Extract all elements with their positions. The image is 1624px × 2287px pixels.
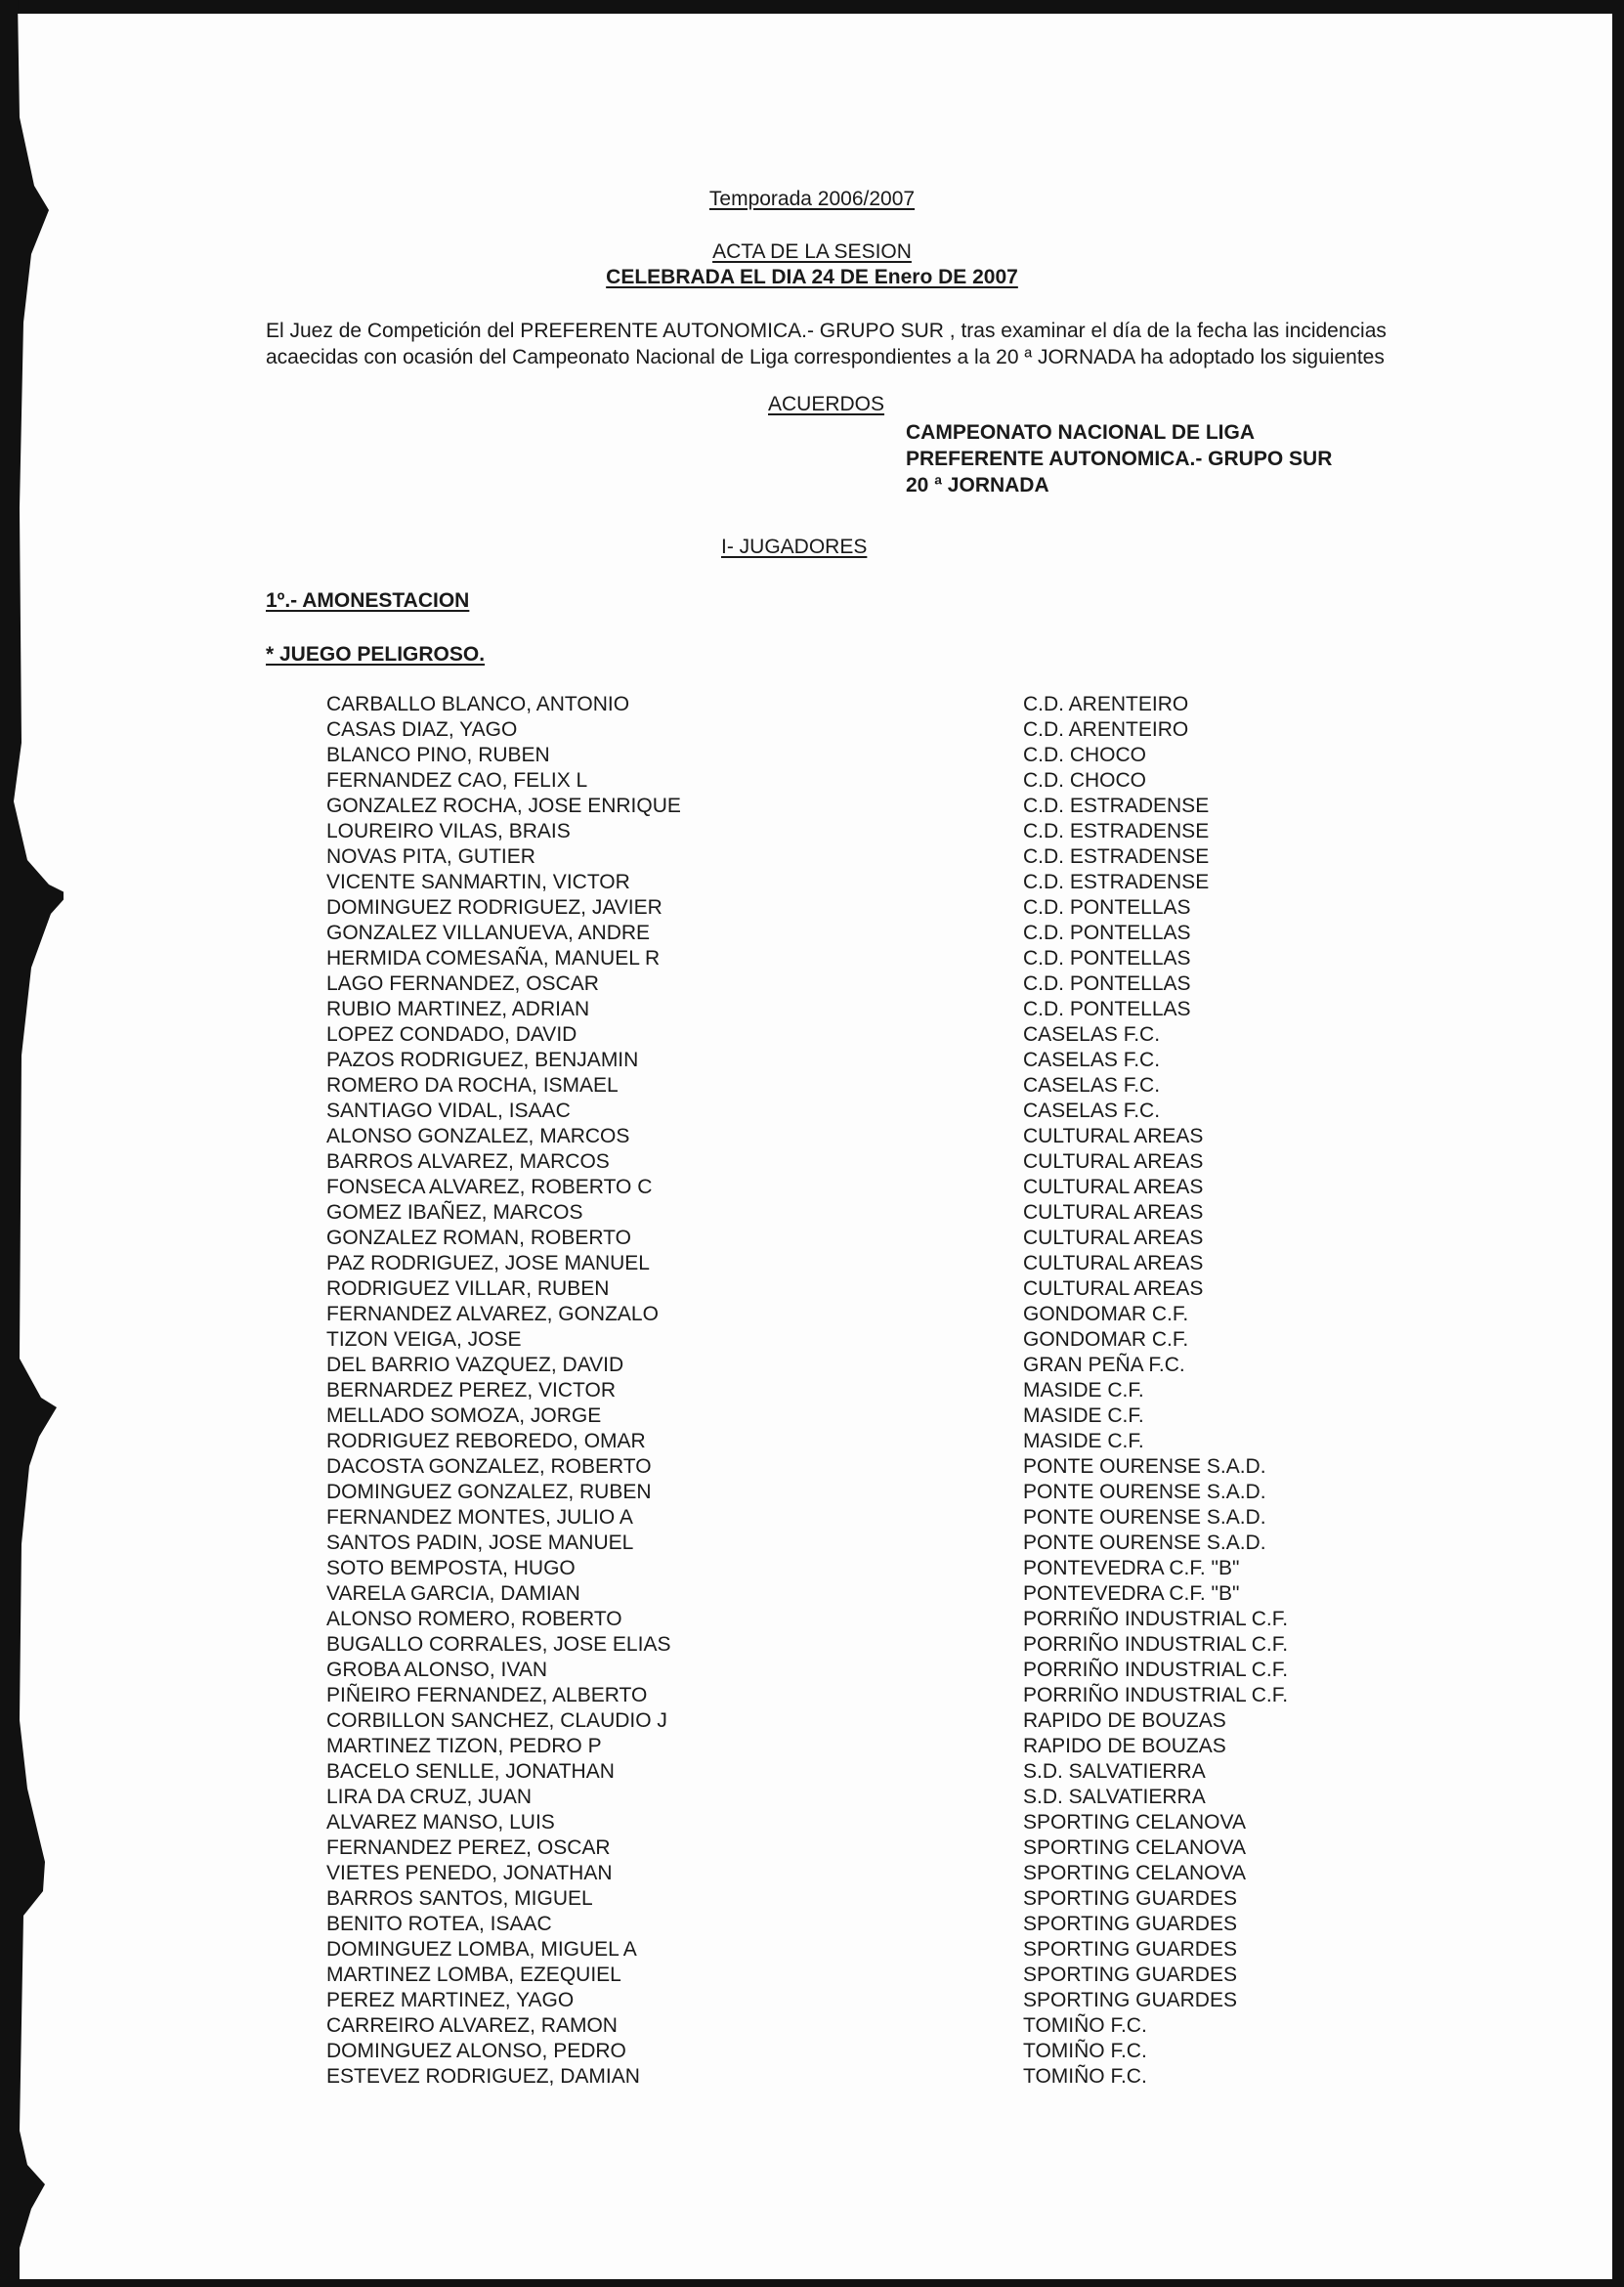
player-name: RUBIO MARTINEZ, ADRIAN [326, 998, 590, 1020]
player-name: CARBALLO BLANCO, ANTONIO [326, 693, 630, 715]
player-club: MASIDE C.F. [1023, 1404, 1144, 1427]
player-club: PONTE OURENSE S.A.D. [1023, 1506, 1266, 1529]
player-row [326, 1124, 1401, 1149]
player-row [326, 1378, 1401, 1403]
player-name: BUGALLO CORRALES, JOSE ELIAS [326, 1633, 671, 1656]
player-row [326, 794, 1401, 819]
season-title: Temporada 2006/2007 [708, 188, 916, 210]
player-row [326, 1632, 1401, 1658]
player-club: CULTURAL AREAS [1023, 1176, 1204, 1198]
player-row [326, 1302, 1401, 1327]
player-club: GONDOMAR C.F. [1023, 1328, 1189, 1351]
player-name: BERNARDEZ PEREZ, VICTOR [326, 1379, 616, 1402]
player-name: LIRA DA CRUZ, JUAN [326, 1786, 533, 1808]
player-club: C.D. CHOCO [1023, 744, 1146, 766]
player-name: PAZ RODRIGUEZ, JOSE MANUEL [326, 1252, 650, 1274]
player-row [326, 1403, 1401, 1429]
player-name: DOMINGUEZ ALONSO, PEDRO [326, 2040, 626, 2062]
player-name: VICENTE SANMARTIN, VICTOR [326, 871, 630, 893]
player-name: DEL BARRIO VAZQUEZ, DAVID [326, 1354, 624, 1376]
player-row [326, 1785, 1401, 1810]
player-name: PIÑEIRO FERNANDEZ, ALBERTO [326, 1684, 648, 1706]
player-name: GOMEZ IBAÑEZ, MARCOS [326, 1201, 583, 1224]
player-club: RAPIDO DE BOUZAS [1023, 1735, 1226, 1757]
player-club: SPORTING CELANOVA [1023, 1811, 1246, 1834]
player-name: PAZOS RODRIGUEZ, BENJAMIN [326, 1049, 639, 1071]
player-row [326, 921, 1401, 946]
player-name: ESTEVEZ RODRIGUEZ, DAMIAN [326, 2065, 640, 2088]
player-row [326, 768, 1401, 794]
player-club: PONTE OURENSE S.A.D. [1023, 1455, 1266, 1478]
player-row [326, 1835, 1401, 1861]
intro-paragraph [266, 318, 1477, 370]
player-row [326, 1963, 1401, 1988]
player-row [326, 1886, 1401, 1912]
player-club: C.D. PONTELLAS [1023, 947, 1191, 970]
player-club: CULTURAL AREAS [1023, 1252, 1204, 1274]
player-club: S.D. SALVATIERRA [1023, 1760, 1206, 1783]
player-name: PEREZ MARTINEZ, YAGO [326, 1989, 575, 2011]
player-club: CASELAS F.C. [1023, 1100, 1161, 1122]
player-club: CULTURAL AREAS [1023, 1201, 1204, 1224]
player-row [326, 1683, 1401, 1708]
player-name: CARREIRO ALVAREZ, RAMON [326, 2014, 618, 2037]
player-name: NOVAS PITA, GUTIER [326, 845, 535, 868]
player-row [326, 1327, 1401, 1353]
player-row [326, 692, 1401, 717]
acta-title: ACTA DE LA SESION [712, 240, 912, 263]
player-name: GONZALEZ VILLANUEVA, ANDRE [326, 922, 651, 944]
player-name: SANTOS PADIN, JOSE MANUEL [326, 1532, 634, 1554]
player-club: SPORTING GUARDES [1023, 1989, 1237, 2011]
player-name: SANTIAGO VIDAL, ISAAC [326, 1100, 571, 1122]
player-row [326, 1861, 1401, 1886]
player-name: DOMINGUEZ RODRIGUEZ, JAVIER [326, 896, 662, 919]
player-club: TOMIÑO F.C. [1023, 2040, 1147, 2062]
player-name: FERNANDEZ MONTES, JULIO A [326, 1506, 633, 1529]
player-row [326, 1276, 1401, 1302]
player-name: MARTINEZ TIZON, PEDRO P [326, 1735, 602, 1757]
player-row [326, 1175, 1401, 1200]
player-name: RODRIGUEZ VILLAR, RUBEN [326, 1277, 610, 1300]
player-name: ALONSO ROMERO, ROBERTO [326, 1608, 622, 1630]
player-club: MASIDE C.F. [1023, 1430, 1144, 1452]
player-row [326, 971, 1401, 997]
player-row [326, 1048, 1401, 1073]
player-club: CASELAS F.C. [1023, 1023, 1161, 1046]
player-name: RODRIGUEZ REBOREDO, OMAR [326, 1430, 646, 1452]
player-name: ALVAREZ MANSO, LUIS [326, 1811, 555, 1834]
player-club: C.D. ESTRADENSE [1023, 795, 1210, 817]
player-club: CULTURAL AREAS [1023, 1150, 1204, 1173]
player-row [326, 1708, 1401, 1734]
player-club: CULTURAL AREAS [1023, 1125, 1204, 1147]
player-club: C.D. ESTRADENSE [1023, 871, 1210, 893]
player-club: SPORTING GUARDES [1023, 1963, 1237, 1986]
player-name: HERMIDA COMESAÑA, MANUEL R [326, 947, 661, 970]
player-club: C.D. PONTELLAS [1023, 998, 1191, 1020]
player-name: MELLADO SOMOZA, JORGE [326, 1404, 602, 1427]
player-row [326, 1480, 1401, 1505]
player-club: PORRIÑO INDUSTRIAL C.F. [1023, 1608, 1289, 1630]
player-club: C.D. CHOCO [1023, 769, 1146, 792]
player-name: BACELO SENLLE, JONATHAN [326, 1760, 615, 1783]
player-row [326, 1099, 1401, 1124]
player-row [326, 997, 1401, 1022]
player-name: FERNANDEZ CAO, FELIX L [326, 769, 588, 792]
player-name: GONZALEZ ROMAN, ROBERTO [326, 1227, 631, 1249]
player-row [326, 1429, 1401, 1454]
player-row [326, 1454, 1401, 1480]
player-row [326, 1988, 1401, 2013]
player-row [326, 2039, 1401, 2064]
player-name: DOMINGUEZ LOMBA, MIGUEL A [326, 1938, 637, 1961]
player-club: SPORTING GUARDES [1023, 1887, 1237, 1910]
player-club: PORRIÑO INDUSTRIAL C.F. [1023, 1684, 1289, 1706]
intro-line: acaecidas con ocasión del Campeonato Nacional de Liga correspondientes a la 20 ª JORNADA ha adoptado los siguientes [266, 346, 1385, 368]
player-row [326, 819, 1401, 844]
player-club: C.D. ARENTEIRO [1023, 693, 1189, 715]
player-row [326, 717, 1401, 743]
player-row [326, 1556, 1401, 1581]
player-name: VARELA GARCIA, DAMIAN [326, 1582, 580, 1605]
player-club: PORRIÑO INDUSTRIAL C.F. [1023, 1633, 1289, 1656]
player-list [326, 692, 1401, 2090]
player-row [326, 844, 1401, 870]
player-club: C.D. PONTELLAS [1023, 896, 1191, 919]
player-name: FERNANDEZ PEREZ, OSCAR [326, 1836, 611, 1859]
player-club: MASIDE C.F. [1023, 1379, 1144, 1402]
player-row [326, 895, 1401, 921]
player-club: S.D. SALVATIERRA [1023, 1786, 1206, 1808]
player-name: DOMINGUEZ GONZALEZ, RUBEN [326, 1481, 652, 1503]
player-club: PONTE OURENSE S.A.D. [1023, 1532, 1266, 1554]
player-club: RAPIDO DE BOUZAS [1023, 1709, 1226, 1732]
player-row [326, 1810, 1401, 1835]
player-club: GRAN PEÑA F.C. [1023, 1354, 1185, 1376]
player-name: BLANCO PINO, RUBEN [326, 744, 550, 766]
player-name: GONZALEZ ROCHA, JOSE ENRIQUE [326, 795, 681, 817]
player-row [326, 1734, 1401, 1759]
competition-name: CAMPEONATO NACIONAL DE LIGA [906, 421, 1256, 444]
player-club: CULTURAL AREAS [1023, 1227, 1204, 1249]
player-name: SOTO BEMPOSTA, HUGO [326, 1557, 576, 1579]
sanction-heading: 1º.- AMONESTACION [266, 589, 470, 612]
player-club: CASELAS F.C. [1023, 1049, 1161, 1071]
player-club: TOMIÑO F.C. [1023, 2065, 1147, 2088]
player-name: BARROS SANTOS, MIGUEL [326, 1887, 593, 1910]
player-row [326, 1073, 1401, 1099]
player-name: GROBA ALONSO, IVAN [326, 1659, 548, 1681]
player-name: BENITO ROTEA, ISAAC [326, 1913, 552, 1935]
player-club: GONDOMAR C.F. [1023, 1303, 1189, 1325]
player-row [326, 1200, 1401, 1226]
acta-date: CELEBRADA EL DIA 24 DE Enero DE 2007 [606, 266, 1018, 288]
player-club: C.D. ARENTEIRO [1023, 718, 1189, 741]
player-club: SPORTING CELANOVA [1023, 1862, 1246, 1884]
player-club: PONTEVEDRA C.F. "B" [1023, 1557, 1240, 1579]
player-club: SPORTING GUARDES [1023, 1913, 1237, 1935]
player-club: C.D. ESTRADENSE [1023, 820, 1210, 842]
competition-block [906, 419, 1332, 498]
player-name: FERNANDEZ ALVAREZ, GONZALO [326, 1303, 659, 1325]
player-row [326, 1912, 1401, 1937]
player-name: FONSECA ALVAREZ, ROBERTO C [326, 1176, 653, 1198]
player-name: ROMERO DA ROCHA, ISMAEL [326, 1074, 619, 1097]
category-heading: * JUEGO PELIGROSO. [266, 643, 486, 666]
player-club: SPORTING GUARDES [1023, 1938, 1237, 1961]
player-name: CORBILLON SANCHEZ, CLAUDIO J [326, 1709, 667, 1732]
player-club: TOMIÑO F.C. [1023, 2014, 1147, 2037]
player-row [326, 1251, 1401, 1276]
player-name: CASAS DIAZ, YAGO [326, 718, 518, 741]
intro-line: El Juez de Competición del PREFERENTE AUTONOMICA.- GRUPO SUR , tras examinar el día de la fecha las incidencias [266, 320, 1387, 342]
player-row [326, 1022, 1401, 1048]
player-name: BARROS ALVAREZ, MARCOS [326, 1150, 610, 1173]
player-name: DACOSTA GONZALEZ, ROBERTO [326, 1455, 652, 1478]
player-name: VIETES PENEDO, JONATHAN [326, 1862, 613, 1884]
player-club: C.D. ESTRADENSE [1023, 845, 1210, 868]
player-row [326, 1581, 1401, 1607]
player-club: PONTEVEDRA C.F. "B" [1023, 1582, 1240, 1605]
competition-round: 20 ª JORNADA [906, 474, 1049, 496]
player-name: ALONSO GONZALEZ, MARCOS [326, 1125, 630, 1147]
player-row [326, 946, 1401, 971]
player-row [326, 2013, 1401, 2039]
player-name: MARTINEZ LOMBA, EZEQUIEL [326, 1963, 621, 1986]
player-row [326, 2064, 1401, 2090]
torn-left-edge [10, 0, 64, 2287]
player-row [326, 1658, 1401, 1683]
player-row [326, 1505, 1401, 1531]
player-row [326, 1226, 1401, 1251]
player-name: TIZON VEIGA, JOSE [326, 1328, 522, 1351]
player-row [326, 870, 1401, 895]
player-row [326, 1937, 1401, 1963]
player-club: PORRIÑO INDUSTRIAL C.F. [1023, 1659, 1289, 1681]
player-club: C.D. PONTELLAS [1023, 922, 1191, 944]
acuerdos-heading: ACUERDOS [768, 393, 885, 415]
competition-group: PREFERENTE AUTONOMICA.- GRUPO SUR [906, 448, 1333, 470]
player-name: LOUREIRO VILAS, BRAIS [326, 820, 571, 842]
player-name: LAGO FERNANDEZ, OSCAR [326, 972, 599, 995]
player-club: SPORTING CELANOVA [1023, 1836, 1246, 1859]
player-row [326, 743, 1401, 768]
player-club: CASELAS F.C. [1023, 1074, 1161, 1097]
player-row [326, 1531, 1401, 1556]
player-row [326, 1607, 1401, 1632]
player-club: CULTURAL AREAS [1023, 1277, 1204, 1300]
player-row [326, 1353, 1401, 1378]
player-name: LOPEZ CONDADO, DAVID [326, 1023, 577, 1046]
player-row [326, 1149, 1401, 1175]
section-title: I- JUGADORES [721, 536, 868, 558]
player-row [326, 1759, 1401, 1785]
player-club: PONTE OURENSE S.A.D. [1023, 1481, 1266, 1503]
player-club: C.D. PONTELLAS [1023, 972, 1191, 995]
